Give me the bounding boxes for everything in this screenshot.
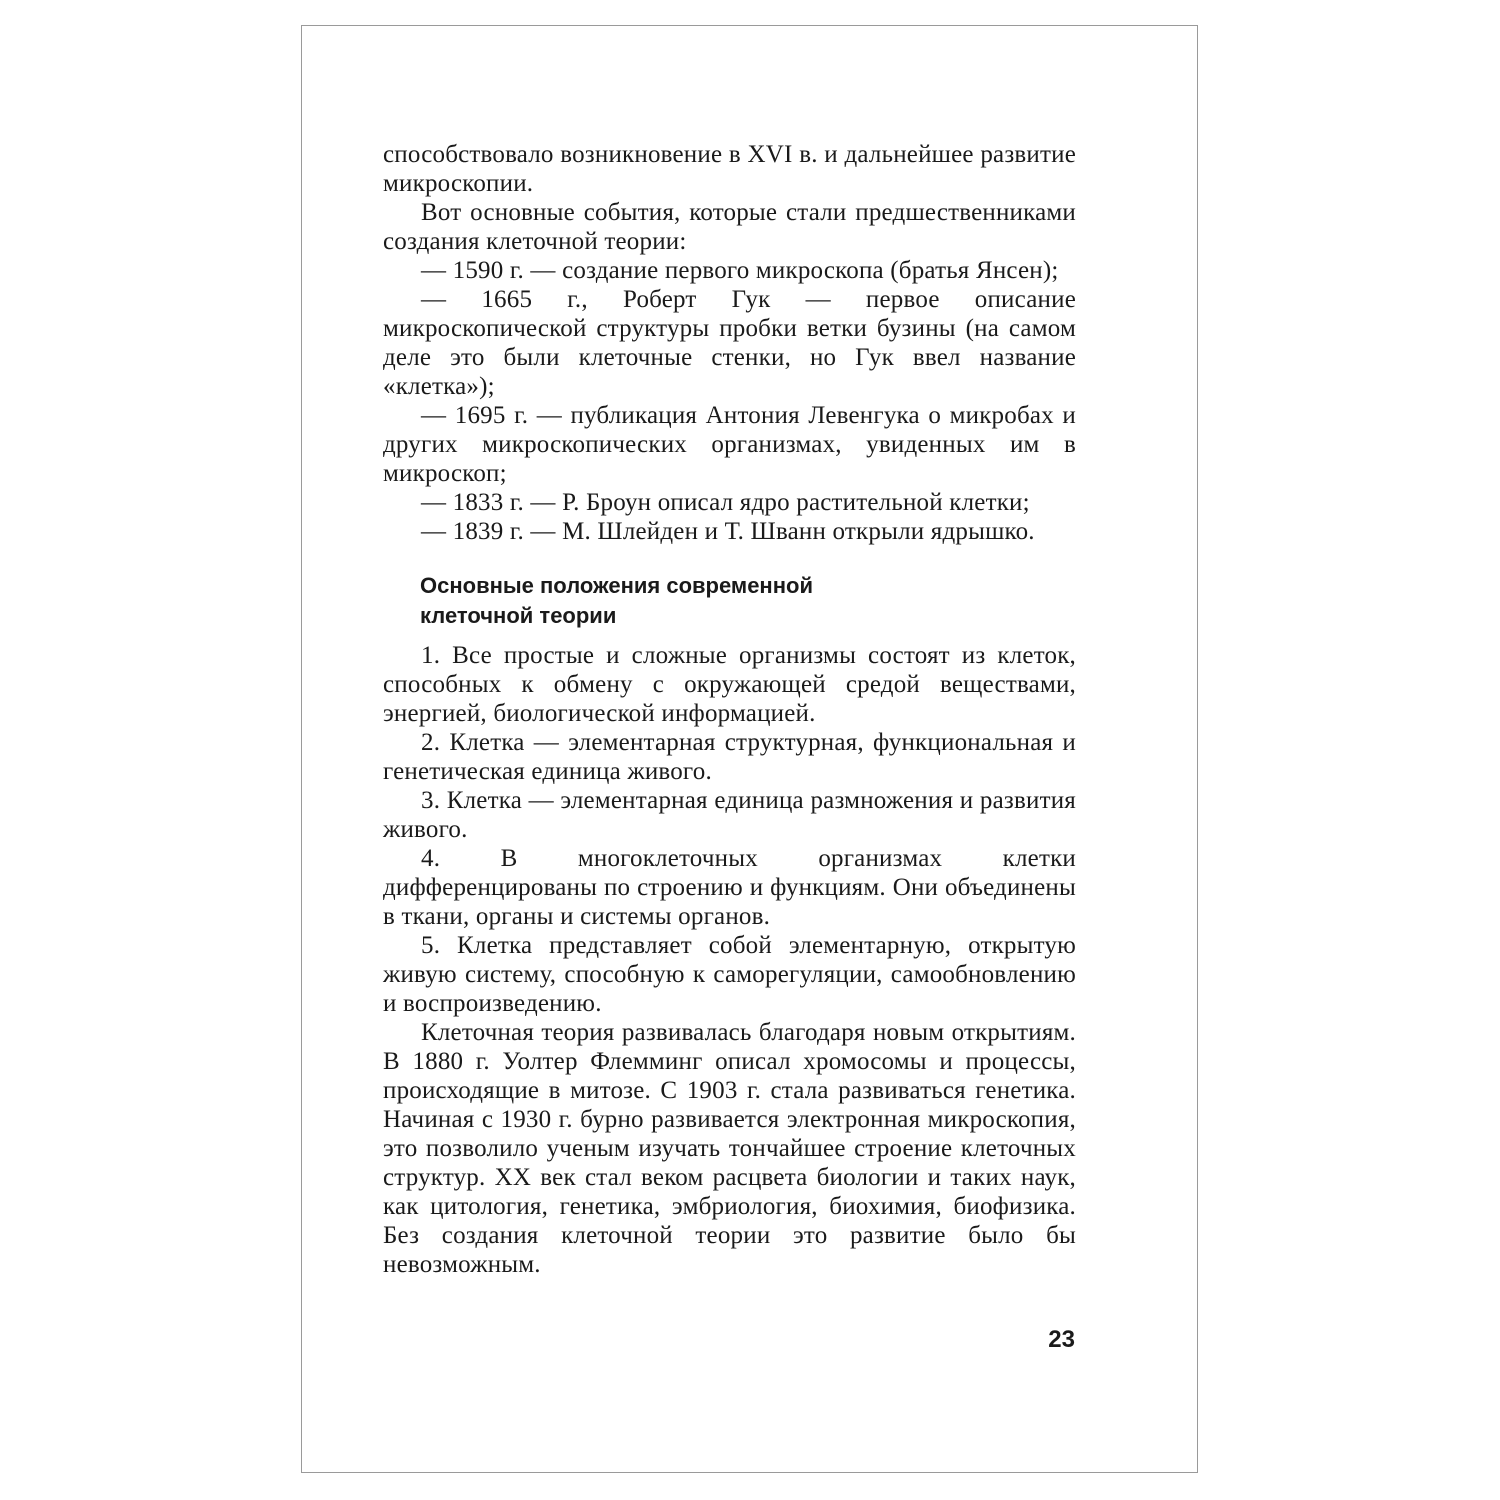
principle-item: 2. Клетка — элементарная структурная, функциональная и генетическая единица живого.: [383, 729, 1076, 785]
principle-item: 5. Клетка представляет собой элементарную, открытую живую систему, способную к саморегуляции, самообновлению и воспроизведению.: [383, 932, 1076, 1017]
section-heading: [420, 571, 940, 631]
event-item: — 1665 г., Роберт Гук — первое описание микроскопической структуры пробки ветки бузины (на самом деле это были клеточные стенки, но Гук ввел название «клетка»);: [383, 286, 1076, 400]
principle-item: 4. В многоклеточных организмах клетки дифференцированы по строению и функциям. Они объединены в ткани, органы и системы органов.: [383, 845, 1076, 930]
section-heading-line: клеточной теории: [420, 603, 617, 628]
intro-lead: Вот основные события, которые стали предшественниками создания клеточной теории:: [383, 199, 1076, 255]
closing-paragraph: Клеточная теория развивалась благодаря новым открытиям. В 1880 г. Уолтер Флемминг описал хромосомы и процессы, происходящие в митозе. С 1903 г. стала развиваться генетика. Начиная с 1930 г. бурно развивается электронная микроскопия, это позволило ученым изучать тончайшее строение клеточных структур. XX век стал веком расцвета биологии и таких наук, как цитология, генетика, эмбриология, биохимия, биофизика. Без создания клеточной теории это развитие было бы невозможным.: [383, 1019, 1076, 1278]
event-item: — 1839 г. — М. Шлейден и Т. Шванн открыли ядрышко.: [421, 518, 1035, 545]
event-item: — 1695 г. — публикация Антония Левенгука о микробах и других микроскопических организмах, увиденных им в микроскоп;: [383, 402, 1076, 487]
intro-continuation: способствовало возникновение в XVI в. и дальнейшее развитие микроскопии.: [383, 141, 1076, 197]
upper-text-block: [383, 140, 1076, 546]
section-heading-line: Основные положения современной: [420, 573, 813, 598]
event-item: — 1590 г. — создание первого микроскопа (братья Янсен);: [421, 257, 1059, 284]
page-number: 23: [1048, 1326, 1075, 1353]
principle-item: 3. Клетка — элементарная единица размножения и развития живого.: [383, 787, 1076, 843]
event-item: — 1833 г. — Р. Броун описал ядро растительной клетки;: [421, 489, 1030, 516]
lower-text-block: [383, 641, 1076, 1279]
principle-item: 1. Все простые и сложные организмы состоят из клеток, способных к обмену с окружающей средой веществами, энергией, биологической информацией.: [383, 642, 1076, 727]
